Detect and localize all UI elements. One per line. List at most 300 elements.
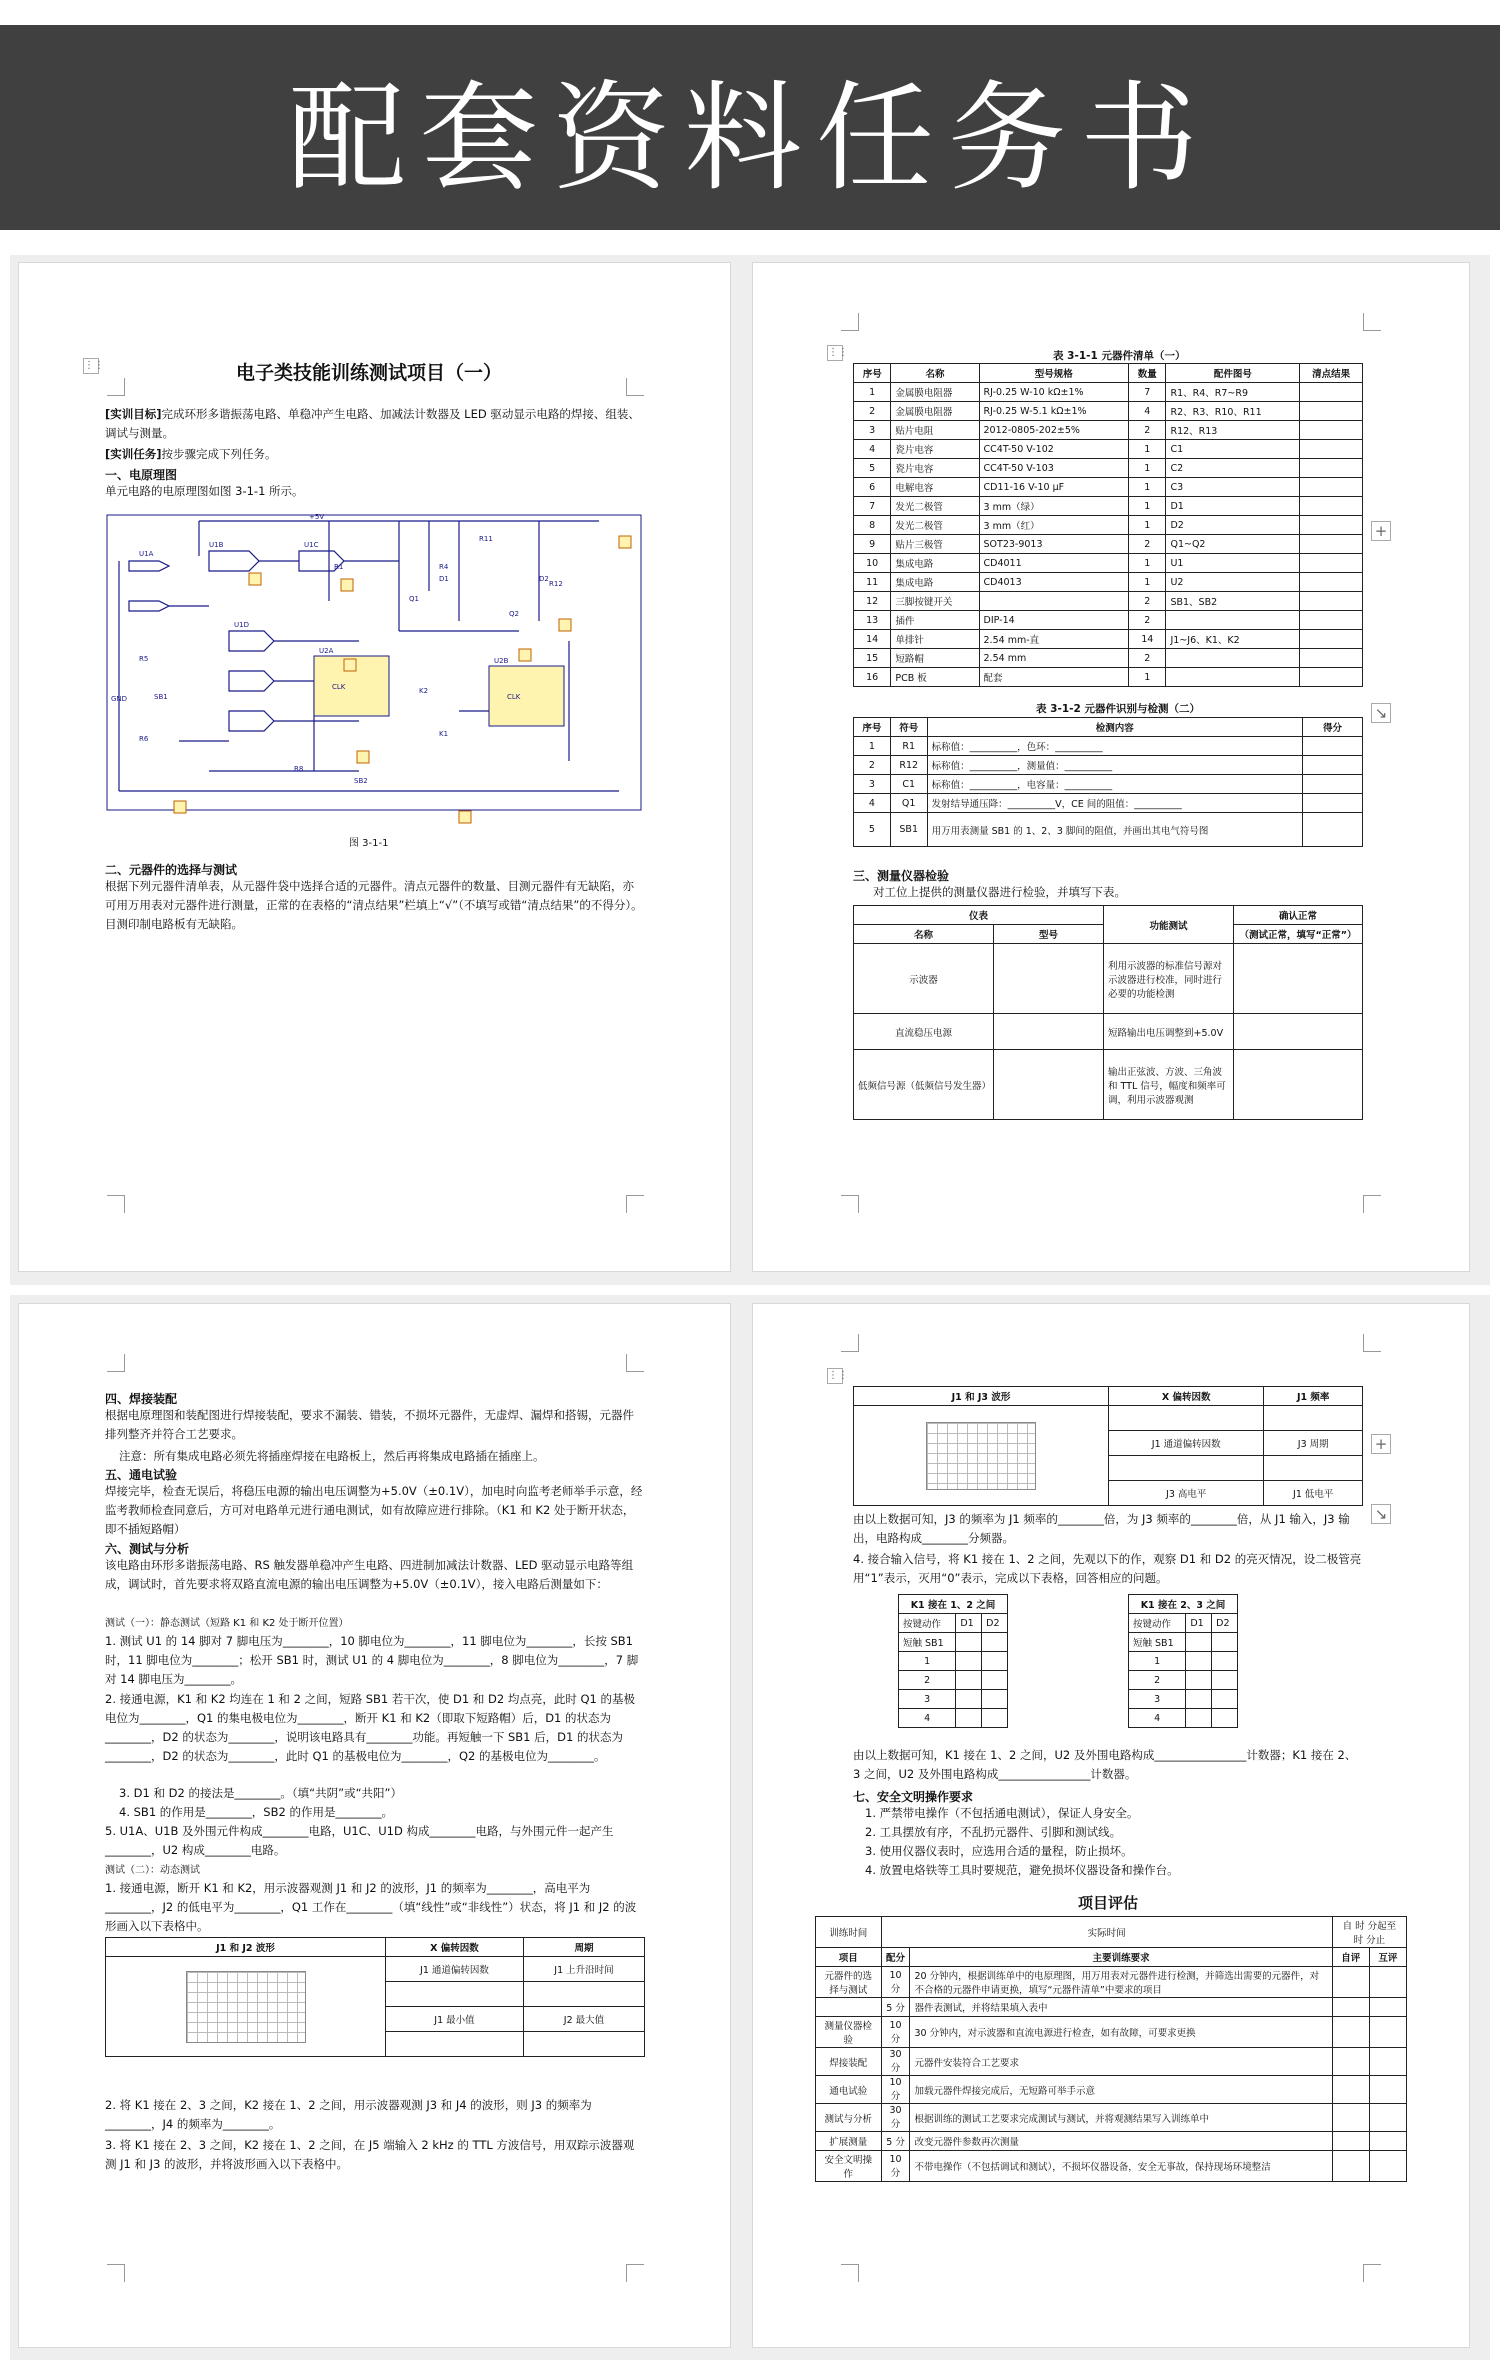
table-cell: CC4T-50 V-102 (979, 440, 1129, 459)
th-period: 周期 (523, 1938, 644, 1957)
cell-model[interactable] (994, 1050, 1104, 1120)
cell-input[interactable] (1264, 1406, 1363, 1431)
cell-input[interactable] (523, 2032, 644, 2057)
th-x-factor: X 偏转因数 (386, 1938, 524, 1957)
peer-eval-cell[interactable] (1369, 2151, 1406, 2182)
th-confirm-note: （测试正常，填写“正常”） (1234, 925, 1363, 944)
cell-label: 2 (1129, 1671, 1186, 1690)
cell-input[interactable] (956, 1633, 982, 1652)
cell-label: 实际时间 (881, 1917, 1332, 1948)
table-cell: R12 (890, 756, 927, 775)
safety-rule-item: 4. 放置电烙铁等工具时要规范，避免损坏仪器设备和操作台。 (865, 1863, 1179, 1877)
cell-input[interactable] (982, 1690, 1008, 1709)
table-row (854, 535, 1363, 554)
check-result-cell[interactable] (1300, 478, 1363, 497)
svg-text:U1B: U1B (209, 541, 224, 549)
table-row (854, 573, 1363, 592)
svg-text:U1D: U1D (234, 621, 249, 629)
check-result-cell[interactable] (1300, 459, 1363, 478)
table-cell: 金属膜电阻器 (891, 402, 979, 421)
table-cell: SOT23-9013 (979, 535, 1129, 554)
peer-eval-cell[interactable] (1369, 2104, 1406, 2132)
question-2: 2. 接通电源，K1 和 K2 均连在 1 和 2 之间，短路 SB1 若干次，使 D1 和 D2 均点亮，此时 Q1 的基极电位为________，Q1 的集电极电位为________，断开 K1 和 K2（即取下短路帽）后，D1 的状态为________，D2 的状态为________，说明该电路具有________功能。再短触一下 SB1 后，D1 的状态为________，D2 的状态为________，此时 Q1 的基极电位为________，Q2 的基极电位为________。 (105, 1692, 636, 1763)
safety-rules-list (865, 1804, 1355, 1880)
cell-input[interactable] (1212, 1709, 1238, 1728)
check-result-cell[interactable] (1300, 497, 1363, 516)
th-state-left: K1 接在 1、2 之间 (899, 1595, 1008, 1614)
th-name: 名称 (854, 925, 994, 944)
svg-text:Q1: Q1 (409, 595, 419, 603)
table-cell: 2 (1129, 649, 1166, 668)
resize-handle-icon[interactable]: ↘ (1371, 1504, 1391, 1524)
cell-label: J1 通道偏转因数 (1109, 1431, 1264, 1456)
table-select-icon[interactable]: ⋮⋮ (827, 345, 843, 361)
table-row (854, 611, 1363, 630)
check-result-cell[interactable] (1300, 535, 1363, 554)
document-page-4[interactable] (752, 1303, 1470, 2348)
oscilloscope-grid[interactable] (186, 1971, 306, 2043)
table-cell: 用万用表测量 SB1 的 1、2、3 脚间的阻值，并画出其电气符号图 (927, 813, 1302, 847)
th-instrument: 仪表 (854, 906, 1104, 925)
th-x-factor: X 偏转因数 (1109, 1387, 1264, 1406)
table-cell: 1 (1129, 497, 1166, 516)
table-header-cell: 得分 (1303, 718, 1363, 737)
cell-label: J3 高电平 (1109, 1481, 1264, 1506)
self-eval-cell[interactable] (1332, 2048, 1369, 2076)
cell-label: J1 通道偏转因数 (386, 1957, 524, 1982)
question-1: 1. 测试 U1 的 14 脚对 7 脚电压为________，10 脚电位为________，11 脚电位为________，长按 SB1 时，11 脚电位为________；松开 SB1 时，测试 U1 的 4 脚电位为________，8 脚电位为________，7 脚对 14 脚电压为________。 (105, 1634, 639, 1686)
peer-eval-cell[interactable] (1369, 1998, 1406, 2017)
table-header-cell: 序号 (854, 364, 891, 383)
table-cell: 13 (854, 611, 891, 630)
table-header-cell: 自评 (1332, 1948, 1369, 1967)
table-cell: C1 (890, 775, 927, 794)
table-header-cell: 符号 (890, 718, 927, 737)
cell-instrument: 示波器 (854, 944, 994, 1014)
cell-label: J3 周期 (1264, 1431, 1363, 1456)
cell-input[interactable] (1109, 1456, 1264, 1481)
cell-input[interactable] (982, 1652, 1008, 1671)
drag-handle-icon[interactable]: ⋮⋮ (83, 358, 99, 374)
cell-input[interactable] (386, 1982, 524, 2007)
table-cell: 7 (854, 497, 891, 516)
document-page-1[interactable] (18, 262, 731, 1272)
table-cell: 2 (854, 402, 891, 421)
table-cell: 10 (854, 554, 891, 573)
cell-input[interactable] (523, 1982, 644, 2007)
table-cell: CC4T-50 V-103 (979, 459, 1129, 478)
cell-input[interactable] (956, 1690, 982, 1709)
table-cell: 1 (1129, 573, 1166, 592)
table-cell: DIP-14 (979, 611, 1129, 630)
table-cell: 发光二极管 (891, 497, 979, 516)
check-result-cell[interactable] (1300, 611, 1363, 630)
table-row (854, 649, 1363, 668)
th-j1-frequency: J1 频率 (1264, 1387, 1363, 1406)
cell-label: 按键动作 (899, 1614, 956, 1633)
test-1-title: 测试（一）：静态测试（短路 K1 和 K2 处于断开位置） (105, 1618, 349, 1629)
table-cell: CD4013 (979, 573, 1129, 592)
cell-input[interactable] (956, 1709, 982, 1728)
cell-input[interactable] (1186, 1633, 1212, 1652)
table-cell: 2.54 mm (979, 649, 1129, 668)
cell-label: 1 (1129, 1652, 1186, 1671)
table-cell: 12 (854, 592, 891, 611)
section-5-title: 五、通电试验 (105, 1468, 178, 1482)
check-result-cell[interactable] (1300, 421, 1363, 440)
table-cell: 标称值：__________，测量值：__________ (927, 756, 1302, 775)
eval-score-cell: 5 分 (881, 1998, 910, 2017)
eval-item-cell: 扩展测量 (816, 2132, 882, 2151)
cell-label: J2 最大值 (523, 2007, 644, 2032)
score-cell[interactable] (1303, 775, 1363, 794)
svg-text:K1: K1 (439, 730, 449, 738)
eval-item-cell: 元器件的选择与测试 (816, 1967, 882, 1998)
component-list-table (853, 363, 1363, 687)
table-cell: 1 (854, 383, 891, 402)
analysis-paragraph-3: 由以上数据可知，K1 接在 1、2 之间，U2 及外围电路构成________________计数器；K1 接在 2、3 之间，U2 及外围电路构成________________计数器。 (853, 1748, 1357, 1781)
cell-label: J1 上升沿时间 (523, 1957, 644, 1982)
table-cell: 单排针 (891, 630, 979, 649)
peer-eval-cell[interactable] (1369, 2017, 1406, 2048)
table-cell: 标称值：__________，电容量：__________ (927, 775, 1302, 794)
oscilloscope-grid[interactable] (926, 1422, 1036, 1490)
th-state-right: K1 接在 2、3 之间 (1129, 1595, 1238, 1614)
section-3-title: 三、测量仪器检验 (853, 869, 950, 883)
table-cell: SB1 (890, 813, 927, 847)
table-row (816, 2132, 1407, 2151)
question-5: 5. U1A、U1B 及外围元件构成________电路，U1C、U1D 构成________电路，与外围元件一起产生________，U2 构成________电路。 (105, 1824, 614, 1857)
cell-label: D1 (1186, 1614, 1212, 1633)
score-cell[interactable] (1303, 794, 1363, 813)
cell-label: 2 (899, 1671, 956, 1690)
table-row (816, 1998, 1407, 2017)
cell-input[interactable] (982, 1633, 1008, 1652)
table-row (854, 630, 1363, 649)
state-table-k1-23 (1128, 1594, 1238, 1728)
section-2-text: 根据下列元器件清单表，从元器件袋中选择合适的元器件。清点元器件的数量、目测元器件有无缺陷，亦可用万用表对元器件进行测量，正常的在表格的“清点结果”栏填上“√”（不填写或错“清点结果”的不得分）。目测印制电路板有无缺陷。 (105, 879, 643, 931)
cell-label: D2 (1212, 1614, 1238, 1633)
cell-input[interactable] (1186, 1709, 1212, 1728)
instrument-check-table (853, 905, 1363, 1120)
self-eval-cell[interactable] (1332, 1967, 1369, 1998)
cell-label: 短触 SB1 (1129, 1633, 1186, 1652)
table-row (854, 459, 1363, 478)
cell-model[interactable] (994, 1014, 1104, 1050)
table-header-cell: 序号 (854, 718, 891, 737)
table-row (854, 794, 1363, 813)
analysis-paragraph-1: 由以上数据可知，J3 的频率为 J1 频率的________倍，为 J3 频率的________倍，从 J1 输入，J3 输出，电路构成________分频器。 (853, 1512, 1350, 1545)
eval-requirement-cell: 30 分钟内，对示波器和直流电源进行检查，如有故障，可要求更换 (910, 2017, 1332, 2048)
eval-item-cell: 测量仪器检验 (816, 2017, 882, 2048)
dynamic-question-3: 3. 将 K1 接在 2、3 之间，K2 接在 1、2 之间，在 J5 端输入 2 kHz 的 TTL 方波信号，用双踪示波器观测 J1 和 J3 的波形，并将波形画入以下表格中。 (105, 2138, 635, 2171)
table-cell: 集成电路 (891, 573, 979, 592)
cell-label: D2 (982, 1614, 1008, 1633)
eval-item-cell: 测试与分析 (816, 2104, 882, 2132)
table-cell: 14 (1129, 630, 1166, 649)
svg-text:+5V: +5V (309, 513, 325, 521)
eval-requirement-cell: 器件表测试，并将结果填入表中 (910, 1998, 1332, 2017)
waveform-plot-cell[interactable] (106, 1957, 386, 2057)
table-row (854, 440, 1363, 459)
table-row (816, 2017, 1407, 2048)
cell-label: 1 (899, 1652, 956, 1671)
score-cell[interactable] (1303, 813, 1363, 847)
self-eval-cell[interactable] (1332, 2132, 1369, 2151)
cell-input[interactable] (1212, 1671, 1238, 1690)
table-cell: 贴片三极管 (891, 535, 979, 554)
table-cell: 2012-0805-202±5% (979, 421, 1129, 440)
check-result-cell[interactable] (1300, 573, 1363, 592)
analysis-paragraph-2: 4. 接合输入信号，将 K1 接在 1、2 之间，先观以下的作，观察 D1 和 D2 的亮灭情况，设二极管亮用“1”表示，灭用“0”表示，完成以下表格，回答相应的问题。 (853, 1552, 1362, 1585)
self-eval-cell[interactable] (1332, 2017, 1369, 2048)
self-eval-cell[interactable] (1332, 2104, 1369, 2132)
table-cell: R2、R3、R10、R11 (1166, 402, 1300, 421)
cell-input[interactable] (1186, 1690, 1212, 1709)
peer-eval-cell[interactable] (1369, 2048, 1406, 2076)
table-header-cell: 项目 (816, 1948, 882, 1967)
task-label: [实训任务] (105, 447, 162, 461)
self-eval-cell[interactable] (1332, 2151, 1369, 2182)
table-cell: 2 (854, 756, 891, 775)
table-cell: 3 (854, 775, 891, 794)
table-row (854, 775, 1363, 794)
evaluation-title: 项目评估 (1077, 1894, 1138, 1912)
score-cell[interactable] (1303, 737, 1363, 756)
section-4-title: 四、焊接装配 (105, 1392, 178, 1406)
cell-input[interactable] (1186, 1652, 1212, 1671)
cell-label: 短触 SB1 (899, 1633, 956, 1652)
table-cell: 5 (854, 459, 891, 478)
table-cell: 1 (854, 737, 891, 756)
table-cell: 2.54 mm-直 (979, 630, 1129, 649)
check-result-cell[interactable] (1300, 516, 1363, 535)
table-row (854, 421, 1363, 440)
table-row (816, 2048, 1407, 2076)
cell-input[interactable] (982, 1709, 1008, 1728)
table-1-caption: 表 3-1-1 元器件清单（一） (1053, 350, 1186, 362)
cell-label: 按键动作 (1129, 1614, 1186, 1633)
table-row (854, 554, 1363, 573)
eval-item-cell (816, 1998, 882, 2017)
table-row (854, 402, 1363, 421)
svg-text:R8: R8 (294, 765, 304, 773)
score-cell[interactable] (1303, 756, 1363, 775)
cell-label: 3 (1129, 1690, 1186, 1709)
table-cell: D2 (1166, 516, 1300, 535)
cell-input[interactable] (1186, 1671, 1212, 1690)
self-eval-cell[interactable] (1332, 1998, 1369, 2017)
svg-text:CLK: CLK (332, 683, 346, 691)
check-result-cell[interactable] (1300, 554, 1363, 573)
th-function-test: 功能测试 (1104, 906, 1234, 944)
cell-confirm[interactable] (1234, 1014, 1363, 1050)
circuit-schematic (99, 511, 649, 831)
task-text: 按步骤完成下列任务。 (161, 447, 277, 461)
table-cell (1166, 611, 1300, 630)
question-3: 3. D1 和 D2 的接法是________。（填“共阴”或“共阳”） (119, 1786, 403, 1800)
cell-input[interactable] (956, 1671, 982, 1690)
svg-text:R1: R1 (334, 563, 344, 571)
svg-text:D1: D1 (439, 575, 449, 583)
document-page-3[interactable] (18, 1303, 731, 2348)
table-row (816, 1967, 1407, 1998)
document-page-2[interactable] (752, 262, 1470, 1272)
waveform-plot-cell[interactable] (854, 1406, 1109, 1506)
table-cell: 16 (854, 668, 891, 687)
cell-input[interactable] (1212, 1690, 1238, 1709)
table-cell: 3 (854, 421, 891, 440)
safety-rule-item: 2. 工具摆放有序，不乱扔元器件、引脚和测试线。 (865, 1825, 1122, 1839)
banner-title: 配套资料任务书 (287, 68, 1212, 207)
component-test-table (853, 717, 1363, 847)
check-result-cell[interactable] (1300, 383, 1363, 402)
cell-input[interactable] (1212, 1652, 1238, 1671)
table-cell: CD11-16 V-10 μF (979, 478, 1129, 497)
eval-score-cell: 10 分 (881, 2076, 910, 2104)
add-column-button[interactable]: + (1371, 521, 1391, 541)
waveform-table-j1-j3 (853, 1386, 1363, 1506)
cell-input[interactable] (1264, 1456, 1363, 1481)
table-cell: 14 (854, 630, 891, 649)
check-result-cell[interactable] (1300, 592, 1363, 611)
eval-item-cell: 通电试验 (816, 2076, 882, 2104)
table-select-icon[interactable]: ⋮⋮ (827, 1368, 843, 1384)
table-cell: 瓷片电容 (891, 459, 979, 478)
cell-label: D1 (956, 1614, 982, 1633)
table-cell: 4 (854, 794, 891, 813)
check-result-cell[interactable] (1300, 649, 1363, 668)
table-header-cell: 配分 (881, 1948, 910, 1967)
table-row (854, 668, 1363, 687)
table-row (854, 737, 1363, 756)
resize-handle-icon[interactable]: ↘ (1371, 703, 1391, 723)
section-1-title: 一、电原理图 (105, 468, 178, 482)
page-title: 电子类技能训练测试项目（一） (235, 362, 502, 384)
cell-input[interactable] (1212, 1633, 1238, 1652)
table-cell: 5 (854, 813, 891, 847)
goal-paragraph (105, 405, 645, 443)
table-row (816, 2151, 1407, 2182)
table-cell: 插件 (891, 611, 979, 630)
self-eval-cell[interactable] (1332, 2076, 1369, 2104)
section-6-title: 六、测试与分析 (105, 1542, 190, 1556)
section-2-title: 二、元器件的选择与测试 (105, 863, 238, 877)
add-column-button[interactable]: + (1371, 1434, 1391, 1454)
table-header-cell: 检测内容 (927, 718, 1302, 737)
table-row (854, 592, 1363, 611)
th-model: 型号 (994, 925, 1104, 944)
table-2-caption: 表 3-1-2 元器件识别与检测（二） (1036, 703, 1200, 715)
table-cell: 11 (854, 573, 891, 592)
table-cell: C3 (1166, 478, 1300, 497)
svg-text:U2A: U2A (319, 647, 334, 655)
test-2-title: 测试（二）：动态测试 (105, 1865, 200, 1876)
peer-eval-cell[interactable] (1369, 2076, 1406, 2104)
table-header-cell: 清点结果 (1300, 364, 1363, 383)
task-paragraph (105, 445, 645, 464)
eval-requirement-cell: 加载元器件焊接完成后，无短路可举手示意 (910, 2076, 1332, 2104)
table-cell: 发射结导通压降：__________V，CE 间的阻值：__________ (927, 794, 1302, 813)
eval-score-cell: 5 分 (881, 2132, 910, 2151)
table-row (854, 383, 1363, 402)
safety-rule-item: 1. 严禁带电操作（不包括通电测试），保证人身安全。 (865, 1806, 1139, 1820)
check-result-cell[interactable] (1300, 440, 1363, 459)
cell-input[interactable] (956, 1652, 982, 1671)
table-cell: R1、R4、R7~R9 (1166, 383, 1300, 402)
cell-confirm[interactable] (1234, 1050, 1363, 1120)
table-cell: R12、R13 (1166, 421, 1300, 440)
svg-text:D2: D2 (539, 575, 549, 583)
table-cell: 1 (1129, 516, 1166, 535)
cell-input[interactable] (982, 1671, 1008, 1690)
cell-confirm[interactable] (1234, 944, 1363, 1014)
cell-label: 3 (899, 1690, 956, 1709)
table-header-cell: 主要训练要求 (910, 1948, 1332, 1967)
cell-input[interactable] (386, 2032, 524, 2057)
svg-text:U1C: U1C (304, 541, 319, 549)
table-cell: CD4011 (979, 554, 1129, 573)
cell-label: 训练时间 (816, 1917, 882, 1948)
svg-text:R6: R6 (139, 735, 149, 743)
eval-score-cell: 10 分 (881, 2017, 910, 2048)
peer-eval-cell[interactable] (1369, 2132, 1406, 2151)
table-cell: 贴片电阻 (891, 421, 979, 440)
check-result-cell[interactable] (1300, 668, 1363, 687)
table-header-cell: 数量 (1129, 364, 1166, 383)
peer-eval-cell[interactable] (1369, 1967, 1406, 1998)
cell-input[interactable] (1109, 1406, 1264, 1431)
svg-text:R12: R12 (549, 580, 563, 588)
svg-text:GND: GND (111, 695, 128, 703)
table-header-cell: 型号规格 (979, 364, 1129, 383)
table-cell: 标称值：__________，色环：__________ (927, 737, 1302, 756)
table-cell: 1 (1129, 440, 1166, 459)
table-header-cell: 配件图号 (1166, 364, 1300, 383)
table-row (854, 478, 1363, 497)
section-4-note: 注意：所有集成电路必须先将插座焊接在电路板上，然后再将集成电路插在插座上。 (119, 1449, 545, 1463)
cell-label: 自 时 分起至 时 分止 (1332, 1917, 1406, 1948)
eval-item-cell: 焊接装配 (816, 2048, 882, 2076)
svg-text:SB2: SB2 (354, 777, 368, 785)
check-result-cell[interactable] (1300, 630, 1363, 649)
table-cell: 8 (854, 516, 891, 535)
table-row (854, 516, 1363, 535)
table-cell: 电解电容 (891, 478, 979, 497)
table-cell: R1 (890, 737, 927, 756)
th-waveform: J1 和 J2 波形 (106, 1938, 386, 1957)
cell-model[interactable] (994, 944, 1104, 1014)
section-1-text: 单元电路的电原理图如图 3-1-1 所示。 (105, 484, 304, 498)
section-6-text: 该电路由环形多谐振荡电路、RS 触发器单稳冲产生电路、四进制加减法计数器、LED 驱动显示电路等组成，调试时，首先要求将双路直流电源的输出电压调整为+5.0V（±0.1V），接入电路后测量如下： (105, 1558, 634, 1591)
evaluation-table (815, 1916, 1407, 2182)
section-5-text: 焊接完毕，检查无误后，将稳压电源的输出电压调整为+5.0V（±0.1V），加电时向监考老师举手示意，经监考教师检查同意后，方可对电路单元进行通电测试，如有故障应进行排除。（K1 和 K2 处于断开状态，即不插短路帽） (105, 1484, 643, 1536)
table-cell: U2 (1166, 573, 1300, 592)
table-cell: RJ-0.25 W-10 kΩ±1% (979, 383, 1129, 402)
cell-function: 输出正弦波、方波、三角波和 TTL 信号，幅度和频率可调，利用示波器观测 (1104, 1050, 1234, 1120)
table-cell: 2 (1129, 611, 1166, 630)
svg-text:R4: R4 (439, 563, 449, 571)
table-row (816, 2076, 1407, 2104)
dynamic-question-1: 1. 接通电源，断开 K1 和 K2，用示波器观测 J1 和 J2 的波形，J1 的频率为________，高电平为________，J2 的低电平为________，Q1 工作在________（填“线性”或“非线性”）状态，将 J1 和 J2 的波形画入以下表格中。 (105, 1881, 637, 1933)
question-4: 4. SB1 的作用是________，SB2 的作用是________。 (119, 1805, 393, 1819)
eval-requirement-cell: 20 分钟内，根据训练单中的电原理图，用万用表对元器件进行检测，并筛选出需要的元器件，对不合格的元器件申请更换，填写“元器件清单”中要求的项目 (910, 1967, 1332, 1998)
svg-text:CLK: CLK (507, 693, 521, 701)
goal-text: 完成环形多谐振荡电路、单稳冲产生电路、加减法计数器及 LED 驱动显示电路的焊接、组装、调试与测量。 (105, 407, 640, 440)
table-row (854, 813, 1363, 847)
check-result-cell[interactable] (1300, 402, 1363, 421)
eval-requirement-cell: 改变元器件参数再次测量 (910, 2132, 1332, 2151)
